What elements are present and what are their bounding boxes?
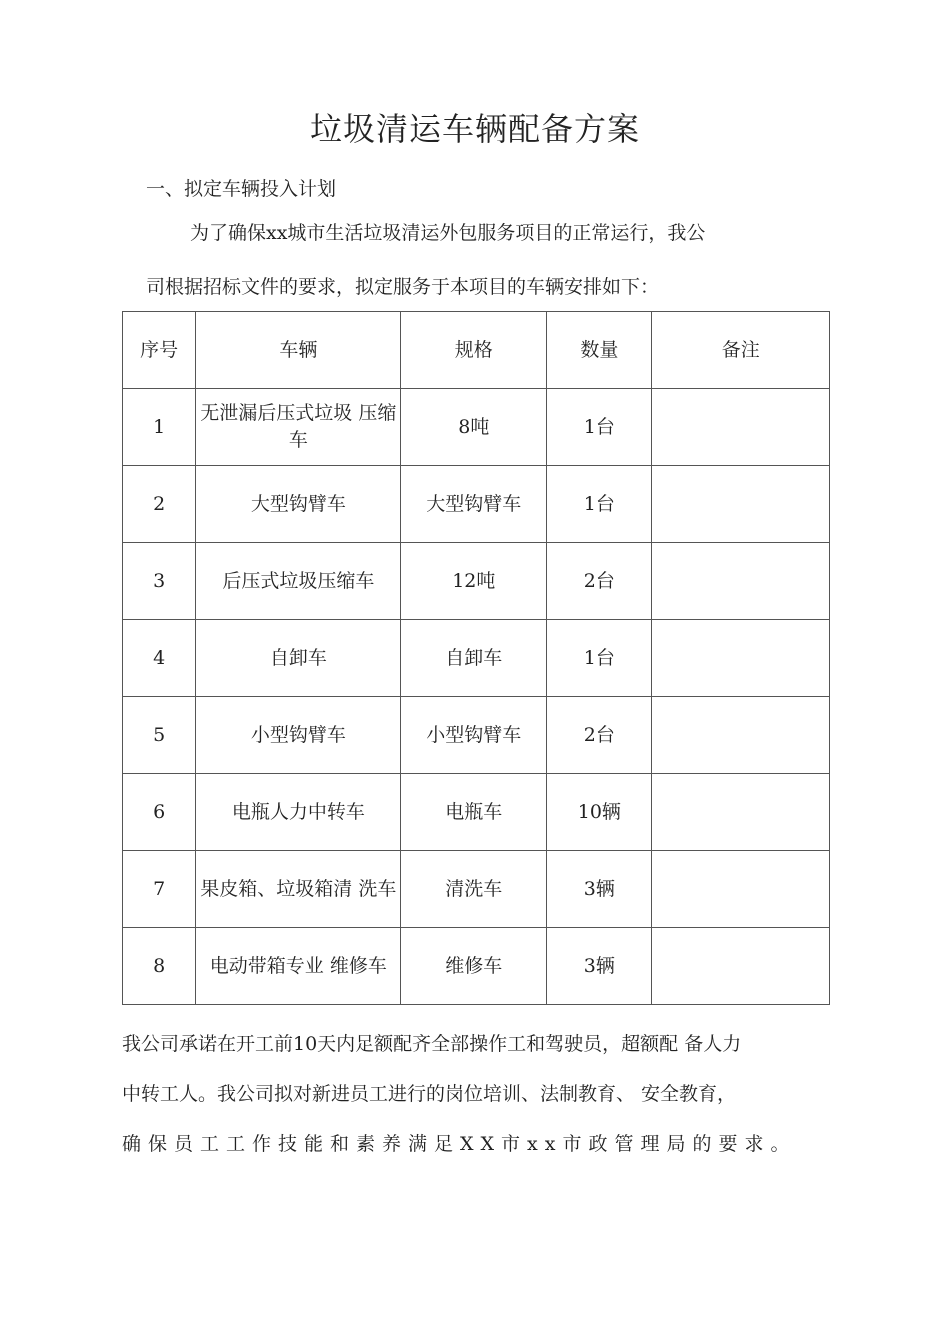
- cell-quantity: 1台: [547, 620, 652, 697]
- cell-quantity: 10辆: [547, 774, 652, 851]
- cell-serial-number: 6: [123, 774, 196, 851]
- intro-paragraph-line-1: 为了确保xx城市生活垃圾清运外包服务项目的正常运行，我公: [190, 222, 706, 244]
- header-remarks: 备注: [652, 312, 830, 389]
- cell-serial-number: 7: [123, 851, 196, 928]
- section-heading: 一、拟定车辆投入计划: [146, 178, 337, 200]
- cell-quantity: 2台: [547, 543, 652, 620]
- cell-specification: 自卸车: [401, 620, 547, 697]
- cell-remarks: [652, 774, 830, 851]
- cell-remarks: [652, 543, 830, 620]
- cell-serial-number: 8: [123, 928, 196, 1005]
- header-serial-number: 序号: [123, 312, 196, 389]
- cell-specification: 8吨: [401, 389, 547, 466]
- cell-vehicle: 自卸车: [196, 620, 401, 697]
- cell-vehicle: 果皮箱、垃圾箱清 洗车: [196, 851, 401, 928]
- cell-specification: 清洗车: [401, 851, 547, 928]
- cell-quantity: 1台: [547, 389, 652, 466]
- cell-specification: 维修车: [401, 928, 547, 1005]
- cell-quantity: 3辆: [547, 851, 652, 928]
- cell-vehicle: 无泄漏后压式垃圾 压缩车: [196, 389, 401, 466]
- cell-remarks: [652, 928, 830, 1005]
- closing-paragraph-line-3: 确保员工工作技能和素养满足XX市xx市政管理局的要求。: [122, 1133, 797, 1155]
- document-title: 垃圾清运车辆配备方案: [309, 110, 640, 148]
- cell-serial-number: 4: [123, 620, 196, 697]
- cell-vehicle: 大型钩臂车: [196, 466, 401, 543]
- closing-paragraph-line-2: 中转工人。我公司拟对新进员工进行的岗位培训、法制教育、 安全教育，: [122, 1083, 737, 1105]
- cell-vehicle: 电动带箱专业 维修车: [196, 928, 401, 1005]
- cell-remarks: [652, 620, 830, 697]
- cell-remarks: [652, 389, 830, 466]
- table-row: [123, 620, 830, 697]
- cell-vehicle: 小型钩臂车: [196, 697, 401, 774]
- table-row: [123, 928, 830, 1005]
- table-row: [123, 389, 830, 466]
- table-header-row: [123, 312, 830, 389]
- cell-specification: 电瓶车: [401, 774, 547, 851]
- table-row: [123, 466, 830, 543]
- cell-remarks: [652, 697, 830, 774]
- cell-quantity: 2台: [547, 697, 652, 774]
- header-quantity: 数量: [547, 312, 652, 389]
- table-row: [123, 774, 830, 851]
- cell-specification: 12吨: [401, 543, 547, 620]
- closing-paragraph-line-1: 我公司承诺在开工前10天内足额配齐全部操作工和驾驶员，超额配 备人力: [122, 1033, 742, 1055]
- cell-remarks: [652, 466, 830, 543]
- cell-serial-number: 1: [123, 389, 196, 466]
- cell-quantity: 3辆: [547, 928, 652, 1005]
- cell-remarks: [652, 851, 830, 928]
- vehicle-table: [122, 311, 830, 1005]
- table-row: [123, 543, 830, 620]
- intro-paragraph-line-2: 司根据招标文件的要求，拟定服务于本项目的车辆安排如下：: [146, 276, 660, 298]
- cell-specification: 大型钩臂车: [401, 466, 547, 543]
- cell-quantity: 1台: [547, 466, 652, 543]
- header-vehicle: 车辆: [196, 312, 401, 389]
- table-row: [123, 851, 830, 928]
- cell-specification: 小型钩臂车: [401, 697, 547, 774]
- cell-vehicle: 电瓶人力中转车: [196, 774, 401, 851]
- header-specification: 规格: [401, 312, 547, 389]
- cell-serial-number: 3: [123, 543, 196, 620]
- cell-vehicle: 后压式垃圾压缩车: [196, 543, 401, 620]
- cell-serial-number: 2: [123, 466, 196, 543]
- cell-serial-number: 5: [123, 697, 196, 774]
- table-row: [123, 697, 830, 774]
